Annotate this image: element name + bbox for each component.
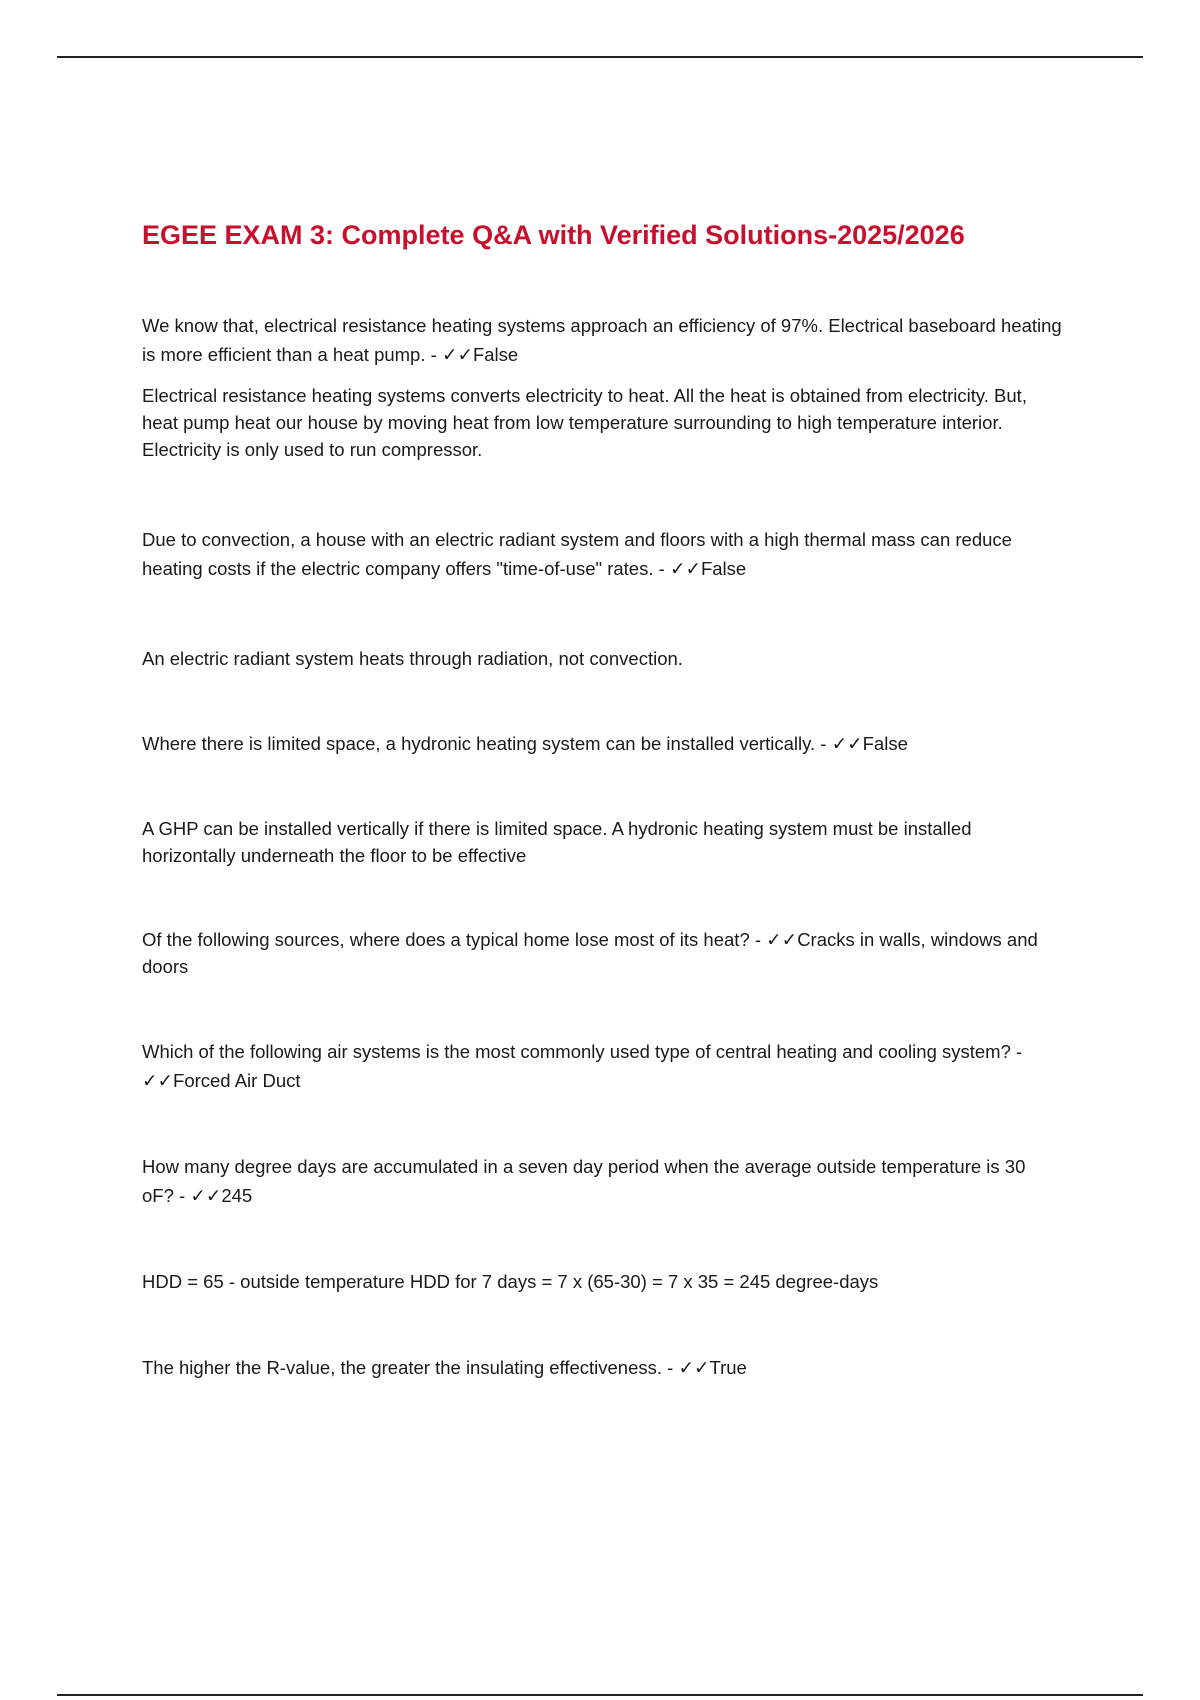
header-rule	[57, 56, 1143, 58]
answer-text: Cracks in walls, windows and doors	[142, 929, 1038, 977]
qa-question	[142, 1037, 1062, 1095]
question-text: How many degree days are accumulated in a seven day period when the average outside temperature is 30 oF? -	[142, 1156, 1026, 1206]
qa-question	[142, 311, 1062, 369]
qa-question	[142, 926, 1062, 980]
check-mark-icon: ✓✓	[669, 558, 701, 579]
answer-text: True	[709, 1357, 747, 1378]
document-title: EGEE EXAM 3: Complete Q&A with Verified Solutions-2025/2026	[142, 220, 965, 250]
answer-text: 245	[221, 1185, 253, 1206]
answer-text: False	[862, 733, 908, 754]
check-mark-icon: ✓✓	[441, 344, 473, 365]
qa-explanation: HDD = 65 - outside temperature HDD for 7 days = 7 x (65-30) = 7 x 35 = 245 degree-days	[142, 1271, 879, 1292]
document-body	[142, 215, 1062, 1382]
check-mark-icon: ✓✓	[831, 733, 863, 754]
check-mark-icon: ✓✓	[678, 1357, 710, 1378]
check-mark-icon: ✓✓	[190, 1185, 222, 1206]
question-text: Of the following sources, where does a typical home lose most of its heat? -	[142, 929, 767, 950]
qa-question	[142, 1353, 1062, 1382]
question-text: Where there is limited space, a hydronic heating system can be installed vertically. -	[142, 733, 832, 754]
answer-text: False	[472, 344, 519, 365]
qa-explanation: Electrical resistance heating systems converts electricity to heat. All the heat is obtained from electricity. But, heat pump heat our house by moving heat from low temperature surrounding to high temperature interior. Electricity is only used to run compressor.	[142, 385, 1027, 460]
answer-text: False	[700, 558, 747, 579]
footer-rule	[57, 1694, 1143, 1696]
qa-explanation: An electric radiant system heats through radiation, not convection.	[142, 648, 683, 669]
qa-question	[142, 1152, 1062, 1210]
question-text: We know that, electrical resistance heating systems approach an efficiency of 97%. Electrical baseboard heating is more efficient than a heat pump. -	[142, 315, 1062, 365]
check-mark-icon: ✓✓	[142, 1070, 174, 1091]
qa-explanation: A GHP can be installed vertically if there is limited space. A hydronic heating system must be installed horizontally underneath the floor to be effective	[142, 818, 972, 866]
answer-text: Forced Air Duct	[173, 1070, 301, 1091]
qa-question	[142, 525, 1062, 583]
question-text: Due to convection, a house with an electric radiant system and floors with a high thermal mass can reduce heating costs if the electric company offers "time-of-use" rates. -	[142, 529, 1012, 579]
qa-question	[142, 729, 1062, 758]
check-mark-icon: ✓✓	[766, 929, 798, 950]
question-text: The higher the R-value, the greater the insulating effectiveness. -	[142, 1357, 679, 1378]
question-text: Which of the following air systems is the most commonly used type of central heating and cooling system? -	[142, 1041, 1023, 1062]
